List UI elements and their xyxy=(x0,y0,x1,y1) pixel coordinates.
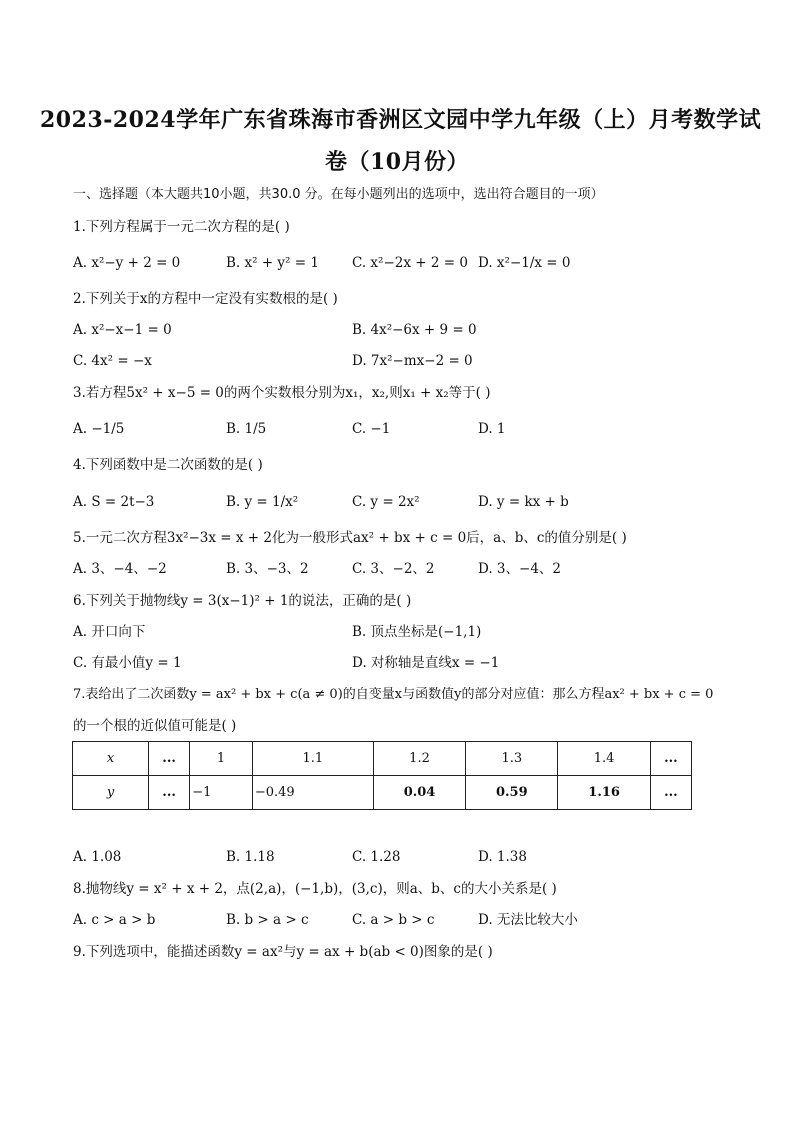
table-cell: 1.3 xyxy=(466,742,558,776)
question-3-option-d: D. 1 xyxy=(478,421,506,437)
table-cell: 0.59 xyxy=(466,776,558,810)
question-8-stem: 8.抛物线y = x² + x + 2，点(2,a)，(−1,b)，(3,c)，则a、b、c的大小关系是( ) xyxy=(73,881,557,897)
question-6-option-b: B. 顶点坐标是(−1,1) xyxy=(352,624,482,640)
exam-title-line1: 2023-2024学年广东省珠海市香洲区文园中学九年级（上）月考数学试 xyxy=(40,107,762,133)
question-2-option-d: D. 7x²−mx−2 = 0 xyxy=(352,353,473,369)
question-5-option-b: B. 3、−3、2 xyxy=(226,561,309,577)
question-5-option-d: D. 3、−4、2 xyxy=(478,561,562,577)
table-cell: 1.2 xyxy=(373,742,465,776)
question-2-option-b: B. 4x²−6x + 9 = 0 xyxy=(352,322,477,338)
question-8-option-d: D. 无法比较大小 xyxy=(478,912,578,928)
question-1-option-c: C. x²−2x + 2 = 0 xyxy=(352,255,468,271)
table-cell: −1 xyxy=(190,776,253,810)
question-4-option-c: C. y = 2x² xyxy=(352,494,420,510)
question-4-option-d: D. y = kx + b xyxy=(478,494,569,510)
question-7-option-c: C. 1.28 xyxy=(352,849,401,865)
table-cell: 0.04 xyxy=(373,776,465,810)
question-8-option-a: A. c > a > b xyxy=(73,912,156,928)
question-8-option-b: B. b > a > c xyxy=(226,912,309,928)
value-table xyxy=(72,741,692,810)
question-5-stem: 5.一元二次方程3x²−3x = x + 2化为一般形式ax² + bx + c = 0后，a、b、c的值分别是( ) xyxy=(73,530,627,546)
table-row-x xyxy=(73,742,692,776)
question-8-option-c: C. a > b > c xyxy=(352,912,435,928)
question-5-option-a: A. 3、−4、−2 xyxy=(73,561,167,577)
question-4-option-a: A. S = 2t−3 xyxy=(73,494,155,510)
table-cell: x xyxy=(73,742,149,776)
question-6-option-c: C. 有最小值y = 1 xyxy=(73,655,182,671)
table-row-y xyxy=(73,776,692,810)
table-cell: 1.16 xyxy=(558,776,650,810)
question-3-option-a: A. −1/5 xyxy=(73,421,125,437)
question-6-option-a: A. 开口向下 xyxy=(73,624,146,640)
section-header: 一、选择题（本大题共10小题，共30.0 分。在每小题列出的选项中，选出符合题目的一项） xyxy=(73,187,604,202)
table-cell: 1.4 xyxy=(558,742,650,776)
question-1-option-d: D. x²−1/x = 0 xyxy=(478,255,571,271)
question-2-option-c: C. 4x² = −x xyxy=(73,353,152,369)
question-3-stem: 3.若方程5x² + x−5 = 0的两个实数根分别为x₁，x₂,则x₁ + x₂等于( ) xyxy=(73,385,491,401)
question-3-option-b: B. 1/5 xyxy=(226,421,267,437)
question-1-stem: 1.下列方程属于一元二次方程的是( ) xyxy=(73,219,290,235)
question-4-stem: 4.下列函数中是二次函数的是( ) xyxy=(73,457,263,473)
table-cell: 1.1 xyxy=(252,742,373,776)
table-cell: ... xyxy=(650,742,691,776)
question-9-stem: 9.下列选项中，能描述函数y = ax²与y = ax + b(ab < 0)图象的是( ) xyxy=(73,944,493,960)
table-cell: ... xyxy=(149,742,190,776)
table-cell: ... xyxy=(650,776,691,810)
exam-title-line2: 卷（10月份） xyxy=(324,149,470,175)
question-2-stem: 2.下列关于x的方程中一定没有实数根的是( ) xyxy=(73,291,338,307)
table-cell: 1 xyxy=(190,742,253,776)
question-6-stem: 6.下列关于抛物线y = 3(x−1)² + 1的说法，正确的是( ) xyxy=(73,593,412,609)
question-7-stem: 7.表给出了二次函数y = ax² + bx + c(a ≠ 0)的自变量x与函数值y的部分对应值：那么方程ax² + bx + c = 0 xyxy=(73,687,714,702)
question-7-stem-continued: 的一个根的近似值可能是( ) xyxy=(73,718,237,734)
question-1-option-a: A. x²−y + 2 = 0 xyxy=(73,255,181,271)
question-6-option-d: D. 对称轴是直线x = −1 xyxy=(352,655,500,671)
table-cell: ... xyxy=(149,776,190,810)
question-7-option-b: B. 1.18 xyxy=(226,849,275,865)
question-2-option-a: A. x²−x−1 = 0 xyxy=(73,322,172,338)
table-cell: −0.49 xyxy=(252,776,373,810)
question-7-option-d: D. 1.38 xyxy=(478,849,527,865)
question-1-option-b: B. x² + y² = 1 xyxy=(226,255,319,271)
table-cell: y xyxy=(73,776,149,810)
question-7-option-a: A. 1.08 xyxy=(73,849,122,865)
question-3-option-c: C. −1 xyxy=(352,421,391,437)
question-5-option-c: C. 3、−2、2 xyxy=(352,561,435,577)
question-4-option-b: B. y = 1/x² xyxy=(226,494,299,510)
